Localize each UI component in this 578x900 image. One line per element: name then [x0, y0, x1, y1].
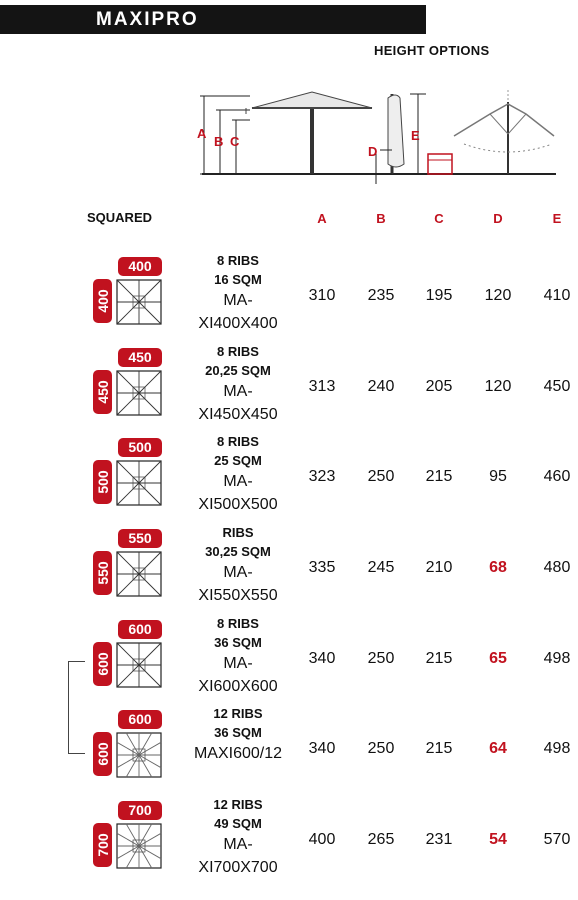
value-d: 120: [484, 287, 512, 304]
canopy-top-view-icon: [116, 551, 162, 597]
rib-count: 8 RIBS: [217, 434, 259, 449]
table-row: [0, 525, 578, 619]
model-code: XI550X550: [198, 587, 278, 604]
column-header-e: E: [552, 211, 562, 226]
value-e: 410: [543, 287, 571, 304]
model-code: MA-: [223, 473, 253, 490]
rib-count: 8 RIBS: [217, 616, 259, 631]
canopy-area: 25 SQM: [214, 453, 262, 468]
value-c: 205: [425, 378, 453, 395]
rib-count: 12 RIBS: [213, 797, 263, 812]
value-b: 240: [367, 378, 395, 395]
model-code: MA-: [223, 564, 253, 581]
table-row: [0, 434, 578, 528]
model-code: MA-: [223, 655, 253, 672]
value-e: 450: [543, 378, 571, 395]
size-badge-width: 700: [118, 801, 162, 820]
rib-count: RIBS: [222, 525, 254, 540]
canopy-area: 16 SQM: [214, 272, 262, 287]
size-badge-depth-text: 500: [94, 470, 111, 494]
value-a: 400: [308, 831, 336, 848]
column-header-d: D: [493, 211, 503, 226]
size-badge-depth-text: 450: [94, 380, 111, 404]
canopy-top-view-icon: [116, 823, 162, 869]
model-code: XI400X400: [198, 315, 278, 332]
model-description: [188, 251, 288, 335]
size-badge-depth: [93, 823, 112, 867]
size-badge-depth: [93, 279, 112, 323]
size-badge-depth: [93, 642, 112, 686]
label-c: C: [230, 134, 240, 149]
model-description: [188, 795, 288, 879]
value-a: 335: [308, 559, 336, 576]
value-e: 480: [543, 559, 571, 576]
canopy-area: 36 SQM: [214, 635, 262, 650]
value-b: 250: [367, 740, 395, 757]
canopy-top-view-icon: [116, 370, 162, 416]
model-description: [188, 704, 288, 765]
value-e: 498: [543, 650, 571, 667]
value-d: 120: [484, 378, 512, 395]
value-a: 323: [308, 468, 336, 485]
size-badge-width: 550: [118, 529, 162, 548]
height-options-heading: HEIGHT OPTIONS: [374, 43, 490, 58]
value-c: 215: [425, 468, 453, 485]
size-badge-depth-text: 400: [94, 289, 111, 313]
model-description: [188, 342, 288, 426]
model-code: XI700X700: [198, 859, 278, 876]
model-code: MA-: [223, 292, 253, 309]
canopy-area: 30,25 SQM: [205, 544, 271, 559]
value-b: 265: [367, 831, 395, 848]
size-badge-depth: [93, 551, 112, 595]
height-options-diagram: [190, 84, 560, 188]
table-row: [0, 344, 578, 438]
canopy-top-view-icon: [116, 732, 162, 778]
model-code: XI600X600: [198, 678, 278, 695]
value-d: 64: [489, 740, 507, 757]
table-row: [0, 616, 578, 710]
table-row: [0, 253, 578, 347]
canopy-top-view-icon: [116, 460, 162, 506]
page-title: MAXIPRO: [0, 5, 426, 34]
label-b: B: [214, 134, 224, 149]
value-d: 65: [489, 650, 507, 667]
size-badge-width: 600: [118, 620, 162, 639]
column-header-b: B: [376, 211, 386, 226]
value-b: 245: [367, 559, 395, 576]
section-label-squared: SQUARED: [87, 210, 153, 225]
column-header-c: C: [434, 211, 444, 226]
size-badge-depth-text: 600: [94, 742, 111, 766]
size-badge-depth-text: 550: [94, 561, 111, 585]
canopy-top-view-icon: [116, 642, 162, 688]
value-a: 313: [308, 378, 336, 395]
label-d: D: [368, 144, 378, 159]
table-row: [0, 797, 578, 891]
model-code: XI450X450: [198, 406, 278, 423]
model-code: MA-: [223, 383, 253, 400]
size-badge-depth: [93, 732, 112, 776]
model-description: [188, 523, 288, 607]
value-e: 498: [543, 740, 571, 757]
value-a: 310: [308, 287, 336, 304]
table-row: [0, 706, 578, 800]
canopy-area: 36 SQM: [214, 725, 262, 740]
value-d: 95: [489, 468, 507, 485]
value-a: 340: [308, 740, 336, 757]
value-e: 460: [543, 468, 571, 485]
value-c: 231: [425, 831, 453, 848]
rib-count: 12 RIBS: [213, 706, 263, 721]
size-badge-depth-text: 600: [94, 652, 111, 676]
size-badge-width: 600: [118, 710, 162, 729]
value-b: 235: [367, 287, 395, 304]
value-d: 54: [489, 831, 507, 848]
canopy-area: 20,25 SQM: [205, 363, 271, 378]
size-badge-depth-text: 700: [94, 833, 111, 857]
value-c: 215: [425, 740, 453, 757]
rib-count: 8 RIBS: [217, 344, 259, 359]
label-e: E: [411, 128, 420, 143]
label-a: A: [197, 126, 207, 141]
value-a: 340: [308, 650, 336, 667]
canopy-area: 49 SQM: [214, 816, 262, 831]
size-badge-width: 400: [118, 257, 162, 276]
value-b: 250: [367, 650, 395, 667]
model-code: MAXI600/12: [193, 745, 283, 762]
value-d: 68: [489, 559, 507, 576]
value-c: 195: [425, 287, 453, 304]
value-e: 570: [543, 831, 571, 848]
size-badge-width: 450: [118, 348, 162, 367]
value-b: 250: [367, 468, 395, 485]
value-c: 210: [425, 559, 453, 576]
size-badge-width: 500: [118, 438, 162, 457]
column-header-a: A: [317, 211, 327, 226]
size-badge-depth: [93, 460, 112, 504]
value-c: 215: [425, 650, 453, 667]
model-description: [188, 432, 288, 516]
model-code: MA-: [223, 836, 253, 853]
canopy-top-view-icon: [116, 279, 162, 325]
rib-count: 8 RIBS: [217, 253, 259, 268]
size-badge-depth: [93, 370, 112, 414]
model-code: XI500X500: [198, 496, 278, 513]
model-description: [188, 614, 288, 698]
